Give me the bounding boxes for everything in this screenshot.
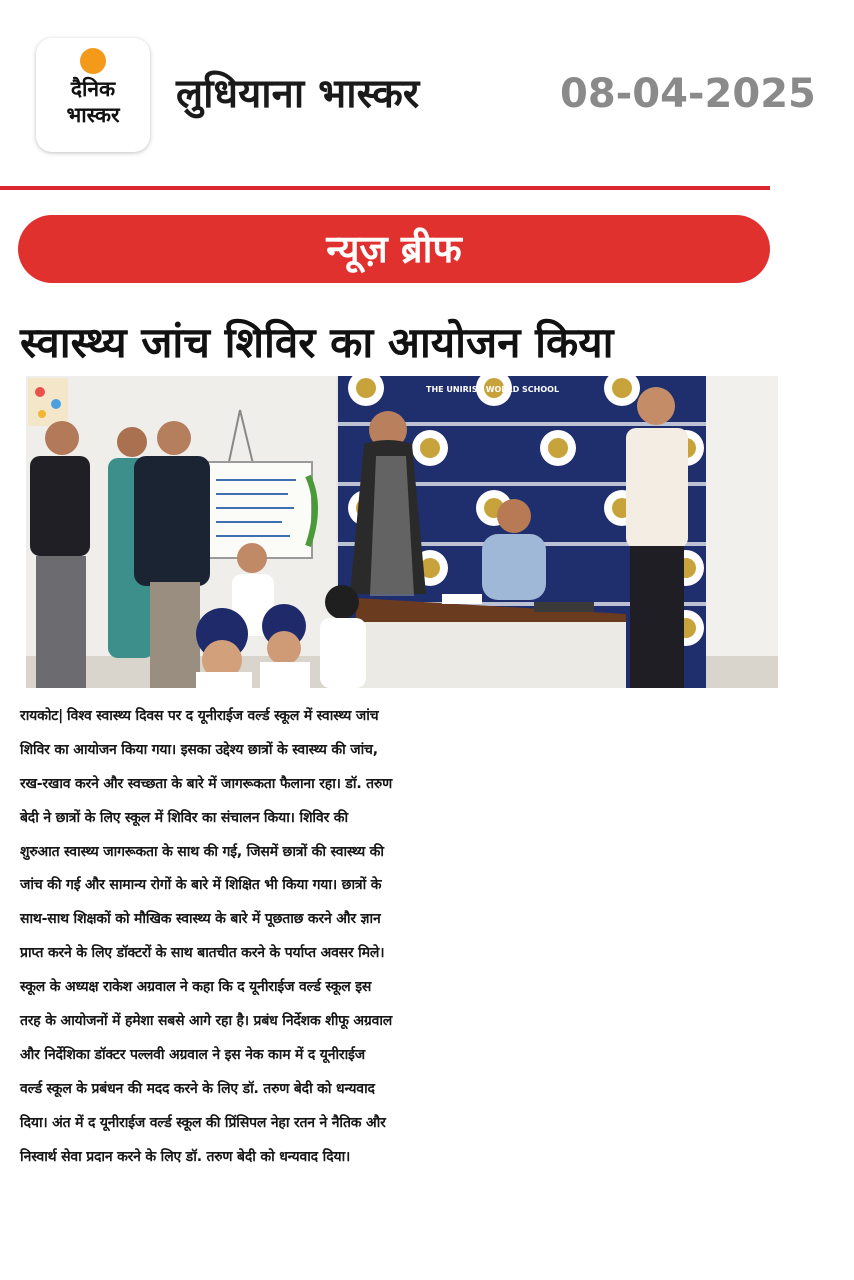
article-line [20, 700, 780, 734]
app-header [0, 0, 854, 180]
logo-text-line2: भास्कर [66, 103, 120, 127]
article-line: स्कूल के अध्यक्ष राकेश अग्रवाल ने कहा कि द यूनीराईज वर्ल्ड स्कूल इस [20, 979, 372, 996]
logo-text-line1: दैनिक [70, 77, 116, 101]
article-line: साथ-साथ शिक्षकों को मौखिक स्वास्थ्य के बारे में पूछताछ करने और ज्ञान [20, 911, 381, 928]
edition-date: 08-04-2025 [560, 71, 816, 117]
backdrop-text: THE UNIRISE WORLD SCHOOL [426, 385, 560, 394]
article-line: शिविर का आयोजन किया गया। इसका उद्देश्य छात्रों के स्वास्थ्य की जांच, [20, 741, 378, 758]
article-line: रख-रखाव करने और स्वच्छता के बारे में जागरूकता फैलाना रहा। डॉ. तरुण [20, 775, 392, 792]
section-label: न्यूज़ ब्रीफ [326, 227, 462, 271]
article-line: शुरुआत स्वास्थ्य जागरूकता के साथ की गई, जिसमें छात्रों की स्वास्थ्य की [20, 843, 384, 860]
article-body [20, 700, 780, 1174]
article-line-text: विश्व स्वास्थ्य दिवस पर द यूनीराईज वर्ल्ड स्कूल में स्वास्थ्य जांच [67, 708, 379, 724]
health-camp-photo [26, 376, 778, 688]
dainik-bhaskar-logo[interactable] [36, 38, 150, 152]
article-line: निस्वार्थ सेवा प्रदान करने के लिए डॉ. तरुण बेदी को धन्यवाद दिया। [20, 1148, 351, 1165]
article-line: बेदी ने छात्रों के लिए स्कूल में शिविर का संचालन किया। शिविर की [20, 809, 348, 826]
article-line: प्राप्त करने के लिए डॉक्टरों के साथ बातचीत करने के पर्याप्त अवसर मिले। [20, 945, 385, 962]
article-line: दिया। अंत में द यूनीराईज वर्ल्ड स्कूल की प्रिंसिपल नेहा रतन ने नैतिक और [20, 1114, 386, 1131]
sun-icon [80, 48, 106, 74]
article-dateline: रायकोट| [20, 708, 64, 724]
article-line: जांच की गई और सामान्य रोगों के बारे में शिक्षित भी किया गया। छात्रों के [20, 877, 382, 894]
article-headline: स्वास्थ्य जांच शिविर का आयोजन किया [20, 318, 614, 367]
article-line: वर्ल्ड स्कूल के प्रबंधन की मदद करने के लिए डॉ. तरुण बेदी को धन्यवाद [20, 1080, 375, 1097]
edition-title: लुधियाना भास्कर [176, 71, 420, 117]
article-line: और निर्देशिका डॉक्टर पल्लवी अग्रवाल ने इस नेक काम में द यूनीराईज [20, 1046, 365, 1063]
header-divider [0, 186, 770, 190]
article-photo [26, 376, 778, 688]
article-line: तरह के आयोजनों में हमेशा सबसे आगे रहा है। प्रबंध निर्देशक शीफू अग्रवाल [20, 1013, 393, 1030]
section-banner [18, 215, 770, 283]
